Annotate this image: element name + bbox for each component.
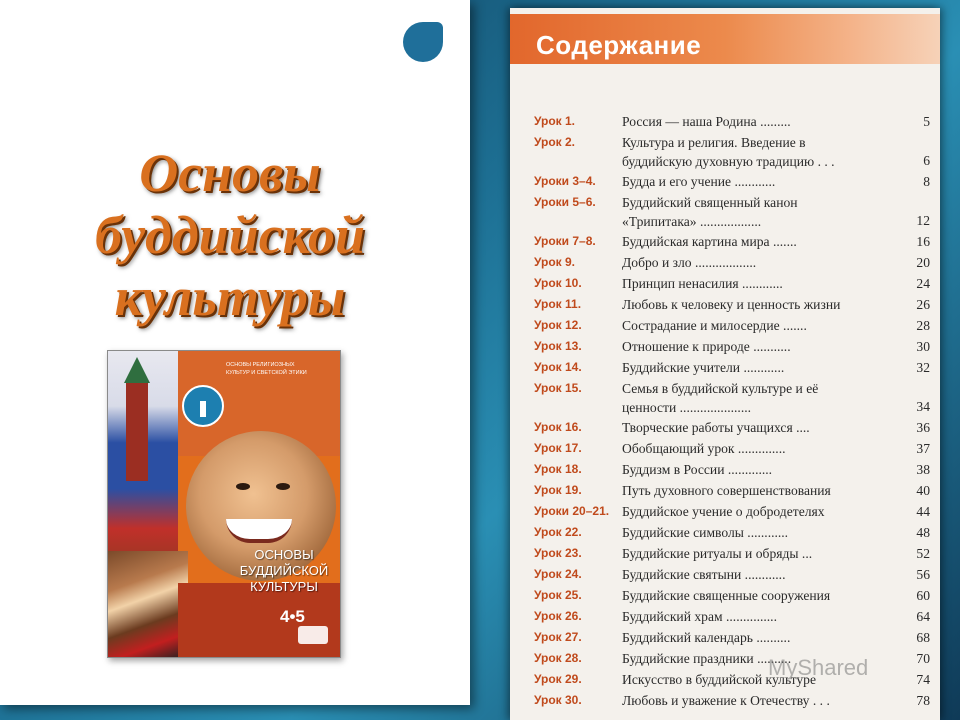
toc-topic: Добро и зло ..................	[622, 255, 757, 270]
toc-row	[534, 132, 930, 171]
toc-row	[534, 273, 930, 294]
toc-lesson-label: Урок 9.	[534, 255, 576, 269]
toc-lesson-label: Уроки 3–4.	[534, 174, 596, 188]
toc-lesson-label: Урок 16.	[534, 420, 582, 434]
toc-topic: Сострадание и милосердие .......	[622, 318, 807, 333]
toc-row	[534, 501, 930, 522]
toc-topic: Семья в буддийской культуре и её ценности .....................	[622, 381, 819, 415]
toc-page-number: 44	[916, 504, 930, 519]
cover-grade: 4•5	[280, 607, 305, 626]
portrait-eye	[236, 483, 250, 490]
toc-row	[534, 522, 930, 543]
toc-topic: Обобщающий урок ..............	[622, 441, 786, 456]
publisher-logo	[298, 626, 328, 644]
toc-lesson-label: Урок 30.	[534, 693, 582, 707]
toc-topic: Культура и религия. Введение в буддийскую духовную традицию . . .	[622, 135, 835, 169]
toc-row	[534, 315, 930, 336]
toc-page-number: 56	[916, 567, 930, 582]
toc-lesson-label: Урок 19.	[534, 483, 582, 497]
toc-row	[534, 543, 930, 564]
toc-lesson-label: Уроки 7–8.	[534, 234, 596, 248]
cover-series-text: ОСНОВЫ РЕЛИГИОЗНЫХ КУЛЬТУР И СВЕТСКОЙ ЭТИКИ	[226, 362, 307, 376]
toc-row	[534, 417, 930, 438]
toc-lesson-label: Урок 28.	[534, 651, 582, 665]
toc-page-number: 38	[916, 462, 930, 477]
toc-topic: Россия — наша Родина .........	[622, 114, 791, 129]
toc-lesson-label: Урок 11.	[534, 297, 582, 311]
tree-emblem-icon	[182, 385, 224, 427]
toc-topic: Буддийский календарь ..........	[622, 630, 791, 645]
toc-topic: Буддийские святыни ............	[622, 567, 786, 582]
toc-row	[534, 192, 930, 231]
toc-row	[534, 606, 930, 627]
toc-page-number: 34	[916, 399, 930, 414]
toc-lesson-label: Урок 10.	[534, 276, 582, 290]
slide-title: Основы буддийской культуры	[95, 143, 365, 327]
portrait-eye	[276, 483, 290, 490]
toc-page-number: 20	[916, 255, 930, 270]
toc-lesson-label: Урок 22.	[534, 525, 582, 539]
toc-page-number: 40	[916, 483, 930, 498]
toc-page-number: 16	[916, 234, 930, 249]
toc-lesson-label: Урок 2.	[534, 135, 576, 149]
toc-page-number: 74	[916, 672, 930, 687]
toc-page-number: 30	[916, 339, 930, 354]
toc-row	[534, 480, 930, 501]
toc-topic: Отношение к природе ...........	[622, 339, 791, 354]
toc-row	[534, 294, 930, 315]
toc-topic: Буддийские ритуалы и обряды ...	[622, 546, 813, 561]
toc-page-number: 36	[916, 420, 930, 435]
toc-lesson-label: Урок 12.	[534, 318, 582, 332]
toc-topic: Буддийский священный канон «Трипитака» ..................	[622, 195, 798, 229]
toc-page-number: 12	[916, 213, 930, 228]
toc-topic: Буддийская картина мира .......	[622, 234, 797, 249]
decorative-drop-icon	[403, 22, 443, 62]
toc-page-number: 24	[916, 276, 930, 291]
toc-topic: Творческие работы учащихся ....	[622, 420, 810, 435]
toc-lesson-label: Урок 29.	[534, 672, 582, 686]
toc-page-number: 52	[916, 546, 930, 561]
kremlin-tower-image	[126, 381, 148, 481]
toc-row	[534, 627, 930, 648]
toc-page-number: 26	[916, 297, 930, 312]
toc-page-number: 60	[916, 588, 930, 603]
toc-row	[534, 231, 930, 252]
toc-topic: Буддийское учение о добродетелях	[622, 504, 825, 519]
cover-subject-title: ОСНОВЫ БУДДИЙСКОЙ КУЛЬТУРЫ	[239, 547, 329, 594]
toc-row	[534, 690, 930, 711]
toc-page-number: 28	[916, 318, 930, 333]
table-of-contents-page	[510, 8, 940, 720]
book-cover	[107, 350, 341, 658]
toc-row	[534, 378, 930, 417]
toc-row	[534, 357, 930, 378]
toc-page-number: 32	[916, 360, 930, 375]
toc-topic: Любовь к человеку и ценность жизни	[622, 297, 841, 312]
toc-lesson-label: Урок 25.	[534, 588, 582, 602]
toc-lesson-label: Урок 1.	[534, 114, 576, 128]
watermark: MyShared	[768, 655, 869, 680]
toc-lesson-label: Урок 17.	[534, 441, 582, 455]
toc-row	[534, 585, 930, 606]
toc-row	[534, 669, 930, 690]
toc-topic: Буддийские священные сооружения	[622, 588, 831, 603]
toc-topic: Буддийские праздники ..........	[622, 651, 792, 666]
toc-page-number: 5	[923, 114, 930, 129]
toc-page-number: 70	[916, 651, 930, 666]
toc-list	[534, 111, 930, 711]
toc-page-number: 48	[916, 525, 930, 540]
toc-topic: Буддийский храм ...............	[622, 609, 777, 624]
toc-lesson-label: Урок 24.	[534, 567, 582, 581]
toc-page-number: 6	[923, 153, 930, 168]
toc-topic: Искусство в буддийской культуре	[622, 672, 817, 687]
toc-lesson-label: Урок 26.	[534, 609, 582, 623]
title-card	[0, 0, 470, 705]
toc-topic: Принцип ненасилия ............	[622, 276, 783, 291]
toc-row	[534, 648, 930, 669]
toc-lesson-label: Урок 27.	[534, 630, 582, 644]
toc-row	[534, 111, 930, 132]
toc-page-number: 37	[916, 441, 930, 456]
toc-lesson-label: Уроки 5–6.	[534, 195, 596, 209]
toc-topic: Любовь и уважение к Отечеству . . .	[622, 693, 830, 708]
toc-page-number: 68	[916, 630, 930, 645]
people-collage	[108, 551, 188, 657]
toc-title: Содержание	[536, 30, 702, 60]
toc-page-number: 8	[923, 174, 930, 189]
toc-lesson-label: Урок 13.	[534, 339, 582, 353]
toc-topic: Буддийские учители ............	[622, 360, 785, 375]
toc-header-band	[510, 14, 940, 64]
toc-lesson-label: Урок 23.	[534, 546, 582, 560]
toc-lesson-label: Урок 14.	[534, 360, 582, 374]
toc-lesson-label: Урок 18.	[534, 462, 582, 476]
toc-row	[534, 252, 930, 273]
toc-row	[534, 459, 930, 480]
toc-page-number: 64	[916, 609, 930, 624]
toc-topic: Буддизм в России .............	[622, 462, 773, 477]
toc-topic: Будда и его учение ............	[622, 174, 776, 189]
toc-topic: Буддийские символы ............	[622, 525, 789, 540]
toc-lesson-label: Урок 15.	[534, 381, 582, 395]
toc-row	[534, 564, 930, 585]
toc-page-number: 78	[916, 693, 930, 708]
toc-lesson-label: Уроки 20–21.	[534, 504, 610, 518]
toc-row	[534, 171, 930, 192]
toc-topic: Путь духовного совершенствования	[622, 483, 831, 498]
toc-row	[534, 336, 930, 357]
toc-row	[534, 438, 930, 459]
